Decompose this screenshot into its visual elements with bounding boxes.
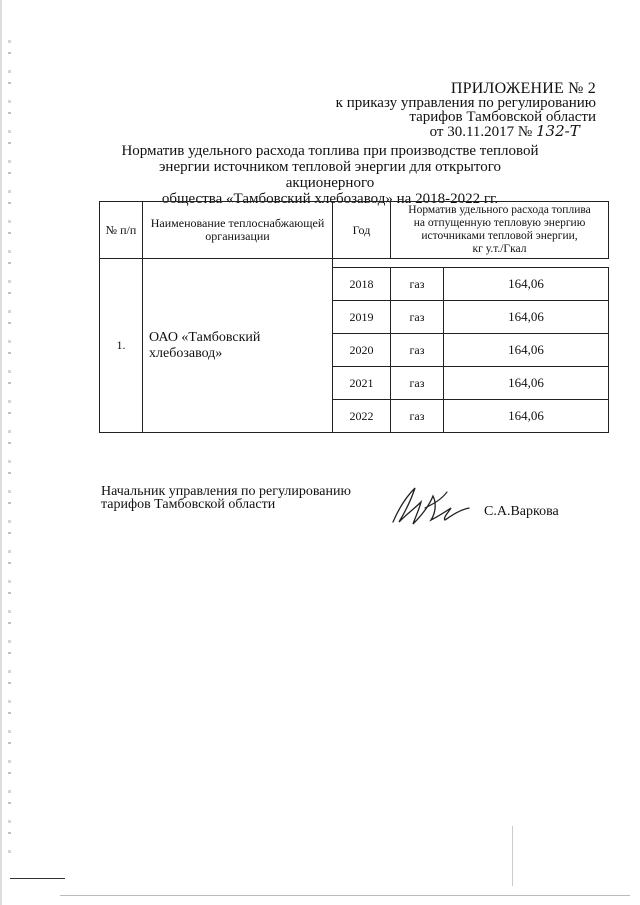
spacer-cell: [333, 259, 609, 268]
fuel-cell: газ: [391, 268, 444, 301]
norm-table: [99, 201, 609, 433]
year-cell: 2019: [333, 301, 391, 334]
header-norm-line-4: кг у.т./Гкал: [472, 243, 527, 255]
appendix-line-1: к приказу управления по регулированию: [335, 95, 596, 111]
document-heading: [120, 143, 540, 207]
scan-artifact-right: [512, 826, 513, 886]
header-norm: [391, 202, 609, 259]
table-header-row: [100, 202, 609, 259]
order-number-handwritten: 132-Т: [536, 122, 580, 140]
position-line-2: тарифов Тамбовской области: [101, 497, 276, 512]
scan-artifact-bottom-left: [10, 878, 65, 879]
header-norm-line-3: источниками тепловой энергии,: [421, 230, 578, 242]
fuel-cell: газ: [391, 367, 444, 400]
appendix-line-3: [336, 124, 596, 139]
value-cell: 164,06: [444, 268, 609, 301]
appendix-header: [336, 82, 596, 139]
signatory-name: С.А.Варкова: [484, 504, 559, 519]
handwritten-signature-icon: [385, 478, 485, 530]
value-cell: 164,06: [444, 334, 609, 367]
header-num: № п/п: [100, 202, 143, 259]
value-cell: 164,06: [444, 400, 609, 433]
year-cell: 2018: [333, 268, 391, 301]
scan-artifact-left: [8, 40, 11, 860]
appendix-title: ПРИЛОЖЕНИЕ № 2: [450, 80, 596, 97]
row-number: 1.: [116, 338, 126, 352]
heading-line-1: Норматив удельного расхода топлива при производстве тепловой: [121, 143, 539, 159]
fuel-cell: газ: [391, 334, 444, 367]
year-cell: 2020: [333, 334, 391, 367]
organization-name: ОАО «Тамбовский хлебозавод»: [149, 329, 261, 361]
value-cell: 164,06: [444, 301, 609, 334]
row-number-cell: [100, 259, 143, 433]
header-year: Год: [333, 202, 391, 259]
scan-edge: [0, 0, 2, 905]
year-cell: 2021: [333, 367, 391, 400]
scan-artifact-bottom: [60, 895, 630, 896]
appendix-line-2: тарифов Тамбовской области: [409, 109, 596, 125]
year-cell: 2022: [333, 400, 391, 433]
heading-line-3: общества «Тамбовский хлебозавод» на 2018-2022 гг.: [161, 191, 499, 207]
organization-cell: [143, 259, 333, 433]
heading-line-2: энергии источником тепловой энергии для открытого акционерного: [158, 159, 501, 191]
header-norm-line-2: на отпущенную тепловую энергию: [413, 217, 586, 229]
signatory-position: [101, 485, 351, 511]
header-norm-line-1: Норматив удельного расхода топлива: [408, 204, 591, 216]
fuel-cell: газ: [391, 301, 444, 334]
header-org: Наименование теплоснабжающей организации: [143, 202, 333, 259]
table-spacer-row: [100, 259, 609, 268]
value-cell: 164,06: [444, 367, 609, 400]
position-line-1: Начальник управления по регулированию: [101, 484, 351, 499]
fuel-cell: газ: [391, 400, 444, 433]
appendix-date: от 30.11.2017 №: [429, 124, 533, 140]
